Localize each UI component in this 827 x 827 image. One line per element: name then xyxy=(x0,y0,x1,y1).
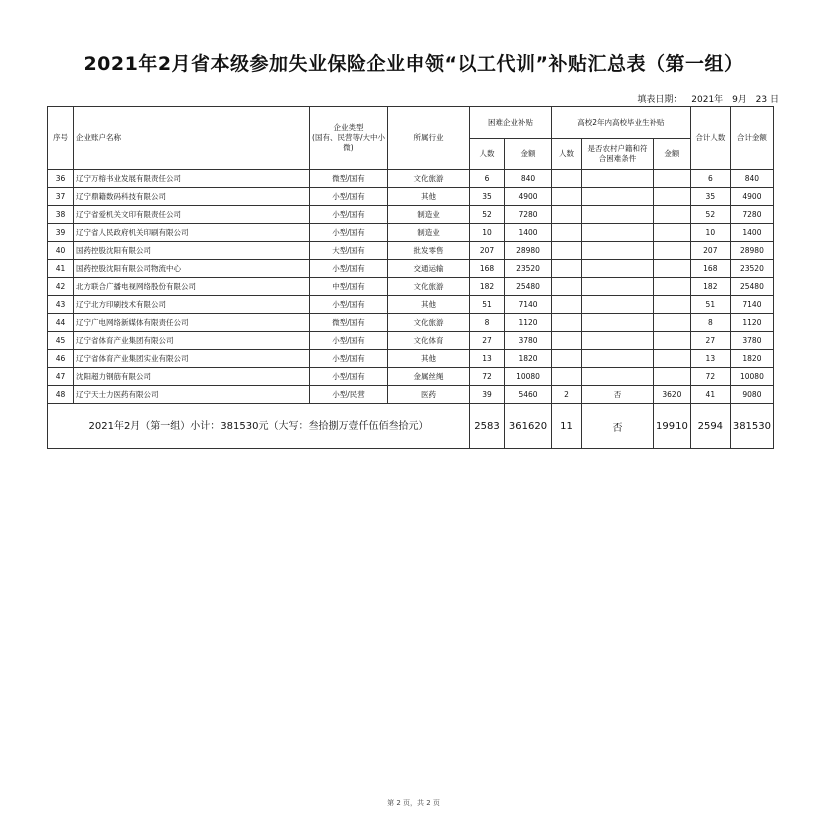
row-hardship-count: 8 xyxy=(470,314,505,332)
row-type: 小型/国有 xyxy=(310,188,388,206)
row-graduate-amount xyxy=(654,296,691,314)
row-total-count: 51 xyxy=(690,296,730,314)
row-seq: 46 xyxy=(48,350,74,368)
row-company: 辽宁省爱机关文印有限责任公司 xyxy=(74,206,310,224)
row-graduate-amount xyxy=(654,260,691,278)
row-total-amount: 23520 xyxy=(730,260,773,278)
row-graduate-amount: 3620 xyxy=(654,386,691,404)
header-total-count: 合计人数 xyxy=(690,107,730,170)
subtotal-total-count: 2594 xyxy=(690,404,730,449)
row-industry: 文化旅游 xyxy=(388,170,470,188)
table-row xyxy=(48,296,774,314)
row-graduate-amount xyxy=(654,314,691,332)
row-rural: 否 xyxy=(582,386,654,404)
row-hardship-count: 182 xyxy=(470,278,505,296)
table-row xyxy=(48,224,774,242)
row-total-amount: 7140 xyxy=(730,296,773,314)
subtotal-hardship-amount: 361620 xyxy=(505,404,552,449)
row-type: 小型/国有 xyxy=(310,368,388,386)
header-type: 企业类型 (国有、民营等/大中小微) xyxy=(310,107,388,170)
row-total-count: 27 xyxy=(690,332,730,350)
row-graduate-count xyxy=(552,368,582,386)
row-hardship-count: 52 xyxy=(470,206,505,224)
header-hardship-group: 困难企业补贴 xyxy=(470,107,552,139)
row-hardship-amount: 4900 xyxy=(505,188,552,206)
row-hardship-count: 13 xyxy=(470,350,505,368)
row-industry: 批发零售 xyxy=(388,242,470,260)
row-company: 辽宁广电网络新媒体有限责任公司 xyxy=(74,314,310,332)
table-row xyxy=(48,188,774,206)
row-total-count: 35 xyxy=(690,188,730,206)
row-company: 辽宁鼎籍数码科技有限公司 xyxy=(74,188,310,206)
row-graduate-count xyxy=(552,242,582,260)
row-company: 辽宁省体育产业集团有限公司 xyxy=(74,332,310,350)
row-hardship-count: 35 xyxy=(470,188,505,206)
row-industry: 制造业 xyxy=(388,224,470,242)
row-total-amount: 3780 xyxy=(730,332,773,350)
row-industry: 其他 xyxy=(388,188,470,206)
row-rural xyxy=(582,314,654,332)
row-seq: 37 xyxy=(48,188,74,206)
subtotal-hardship-count: 2583 xyxy=(470,404,505,449)
page-title: 2021年2月省本级参加失业保险企业申领“以工代训”补贴汇总表（第一组） xyxy=(83,53,744,75)
fill-date-day: 23 日 xyxy=(755,95,779,105)
row-total-amount: 1400 xyxy=(730,224,773,242)
fill-date-year: 2021年 xyxy=(691,95,724,105)
row-type: 小型/民营 xyxy=(310,386,388,404)
row-type: 小型/国有 xyxy=(310,206,388,224)
row-rural xyxy=(582,296,654,314)
row-industry: 文化体育 xyxy=(388,332,470,350)
header-seq: 序号 xyxy=(48,107,74,170)
row-hardship-amount: 5460 xyxy=(505,386,552,404)
row-total-amount: 1820 xyxy=(730,350,773,368)
row-hardship-amount: 7140 xyxy=(505,296,552,314)
row-total-amount: 28980 xyxy=(730,242,773,260)
row-seq: 47 xyxy=(48,368,74,386)
row-hardship-count: 27 xyxy=(470,332,505,350)
row-graduate-amount xyxy=(654,170,691,188)
row-company: 沈阳超力钢筋有限公司 xyxy=(74,368,310,386)
row-graduate-count xyxy=(552,206,582,224)
row-company: 辽宁万榕书业发展有限责任公司 xyxy=(74,170,310,188)
fill-date xyxy=(631,92,779,105)
row-graduate-count: 2 xyxy=(552,386,582,404)
subtotal-label: 2021年2月（第一组）小计：381530元（大写：叁拾捌万壹仟伍佰叁拾元） xyxy=(48,404,470,449)
row-seq: 42 xyxy=(48,278,74,296)
subtotal-graduate-amount: 19910 xyxy=(654,404,691,449)
row-company: 辽宁北方印刷技术有限公司 xyxy=(74,296,310,314)
row-graduate-count xyxy=(552,350,582,368)
row-seq: 38 xyxy=(48,206,74,224)
row-type: 小型/国有 xyxy=(310,224,388,242)
row-rural xyxy=(582,260,654,278)
subtotal-total-amount: 381530 xyxy=(730,404,773,449)
row-graduate-amount xyxy=(654,278,691,296)
row-seq: 43 xyxy=(48,296,74,314)
header-graduate-amount: 金额 xyxy=(654,139,691,170)
row-graduate-count xyxy=(552,332,582,350)
row-total-count: 10 xyxy=(690,224,730,242)
row-total-count: 52 xyxy=(690,206,730,224)
header-graduate-group: 高校2年内高校毕业生补贴 xyxy=(552,107,691,139)
header-industry: 所属行业 xyxy=(388,107,470,170)
row-graduate-amount xyxy=(654,350,691,368)
row-rural xyxy=(582,332,654,350)
row-hardship-amount: 1400 xyxy=(505,224,552,242)
row-graduate-amount xyxy=(654,368,691,386)
row-seq: 36 xyxy=(48,170,74,188)
row-graduate-count xyxy=(552,260,582,278)
row-rural xyxy=(582,242,654,260)
row-rural xyxy=(582,350,654,368)
row-graduate-amount xyxy=(654,188,691,206)
row-company: 辽宁省人民政府机关印刷有限公司 xyxy=(74,224,310,242)
row-hardship-amount: 23520 xyxy=(505,260,552,278)
fill-date-month: 9月 xyxy=(732,95,747,105)
row-company: 辽宁天士力医药有限公司 xyxy=(74,386,310,404)
row-total-count: 41 xyxy=(690,386,730,404)
row-hardship-count: 39 xyxy=(470,386,505,404)
row-seq: 40 xyxy=(48,242,74,260)
row-rural xyxy=(582,206,654,224)
header-row-1 xyxy=(48,107,774,139)
table-row xyxy=(48,206,774,224)
subtotal-rural: 否 xyxy=(582,404,654,449)
row-total-count: 72 xyxy=(690,368,730,386)
row-company: 北方联合广播电视网络股份有限公司 xyxy=(74,278,310,296)
row-graduate-count xyxy=(552,296,582,314)
row-industry: 文化旅游 xyxy=(388,278,470,296)
row-hardship-count: 51 xyxy=(470,296,505,314)
row-hardship-amount: 1820 xyxy=(505,350,552,368)
table-row xyxy=(48,242,774,260)
row-type: 小型/国有 xyxy=(310,260,388,278)
row-industry: 文化旅游 xyxy=(388,314,470,332)
header-rural: 是否农村户籍和符合困难条件 xyxy=(582,139,654,170)
row-type: 微型/国有 xyxy=(310,170,388,188)
row-seq: 48 xyxy=(48,386,74,404)
table-row xyxy=(48,350,774,368)
row-hardship-amount: 25480 xyxy=(505,278,552,296)
row-total-amount: 4900 xyxy=(730,188,773,206)
header-hardship-count: 人数 xyxy=(470,139,505,170)
row-industry: 其他 xyxy=(388,296,470,314)
table-row xyxy=(48,332,774,350)
row-graduate-count xyxy=(552,278,582,296)
row-company: 辽宁省体育产业集团实业有限公司 xyxy=(74,350,310,368)
row-type: 小型/国有 xyxy=(310,332,388,350)
row-hardship-count: 72 xyxy=(470,368,505,386)
row-industry: 医药 xyxy=(388,386,470,404)
page-footer: 第 2 页，共 2 页 xyxy=(387,799,440,807)
row-total-amount: 10080 xyxy=(730,368,773,386)
row-total-count: 8 xyxy=(690,314,730,332)
row-seq: 41 xyxy=(48,260,74,278)
row-rural xyxy=(582,170,654,188)
row-type: 小型/国有 xyxy=(310,296,388,314)
row-industry: 交通运输 xyxy=(388,260,470,278)
row-seq: 39 xyxy=(48,224,74,242)
row-hardship-count: 207 xyxy=(470,242,505,260)
subtotal-row xyxy=(48,404,774,449)
row-type: 大型/国有 xyxy=(310,242,388,260)
summary-table xyxy=(47,106,774,449)
table-row xyxy=(48,170,774,188)
row-company: 国药控股沈阳有限公司 xyxy=(74,242,310,260)
row-total-count: 168 xyxy=(690,260,730,278)
row-hardship-amount: 840 xyxy=(505,170,552,188)
row-hardship-amount: 10080 xyxy=(505,368,552,386)
row-industry: 制造业 xyxy=(388,206,470,224)
fill-date-label: 填表日期： xyxy=(637,95,683,105)
row-total-count: 13 xyxy=(690,350,730,368)
row-company: 国药控股沈阳有限公司物流中心 xyxy=(74,260,310,278)
row-graduate-amount xyxy=(654,206,691,224)
row-total-count: 182 xyxy=(690,278,730,296)
row-graduate-amount xyxy=(654,242,691,260)
row-hardship-amount: 1120 xyxy=(505,314,552,332)
table-body xyxy=(48,170,774,404)
row-type: 小型/国有 xyxy=(310,350,388,368)
header-company: 企业账户名称 xyxy=(74,107,310,170)
row-graduate-count xyxy=(552,170,582,188)
subtotal-graduate-count: 11 xyxy=(552,404,582,449)
row-seq: 44 xyxy=(48,314,74,332)
row-hardship-count: 10 xyxy=(470,224,505,242)
row-industry: 金属丝绳 xyxy=(388,368,470,386)
row-hardship-amount: 3780 xyxy=(505,332,552,350)
row-total-count: 6 xyxy=(690,170,730,188)
row-hardship-amount: 7280 xyxy=(505,206,552,224)
row-rural xyxy=(582,278,654,296)
row-total-amount: 1120 xyxy=(730,314,773,332)
table-row xyxy=(48,368,774,386)
row-graduate-count xyxy=(552,314,582,332)
row-rural xyxy=(582,188,654,206)
row-total-count: 207 xyxy=(690,242,730,260)
row-graduate-amount xyxy=(654,332,691,350)
row-type: 中型/国有 xyxy=(310,278,388,296)
row-type: 微型/国有 xyxy=(310,314,388,332)
table-row xyxy=(48,314,774,332)
row-hardship-amount: 28980 xyxy=(505,242,552,260)
row-total-amount: 9080 xyxy=(730,386,773,404)
row-industry: 其他 xyxy=(388,350,470,368)
row-seq: 45 xyxy=(48,332,74,350)
header-hardship-amount: 金额 xyxy=(505,139,552,170)
table-row xyxy=(48,278,774,296)
header-total-amount: 合计金额 xyxy=(730,107,773,170)
row-graduate-count xyxy=(552,188,582,206)
row-total-amount: 7280 xyxy=(730,206,773,224)
row-hardship-count: 168 xyxy=(470,260,505,278)
table-row xyxy=(48,386,774,404)
row-rural xyxy=(582,224,654,242)
row-hardship-count: 6 xyxy=(470,170,505,188)
table-row xyxy=(48,260,774,278)
row-graduate-count xyxy=(552,224,582,242)
row-total-amount: 25480 xyxy=(730,278,773,296)
row-rural xyxy=(582,368,654,386)
header-graduate-count: 人数 xyxy=(552,139,582,170)
row-total-amount: 840 xyxy=(730,170,773,188)
row-graduate-amount xyxy=(654,224,691,242)
